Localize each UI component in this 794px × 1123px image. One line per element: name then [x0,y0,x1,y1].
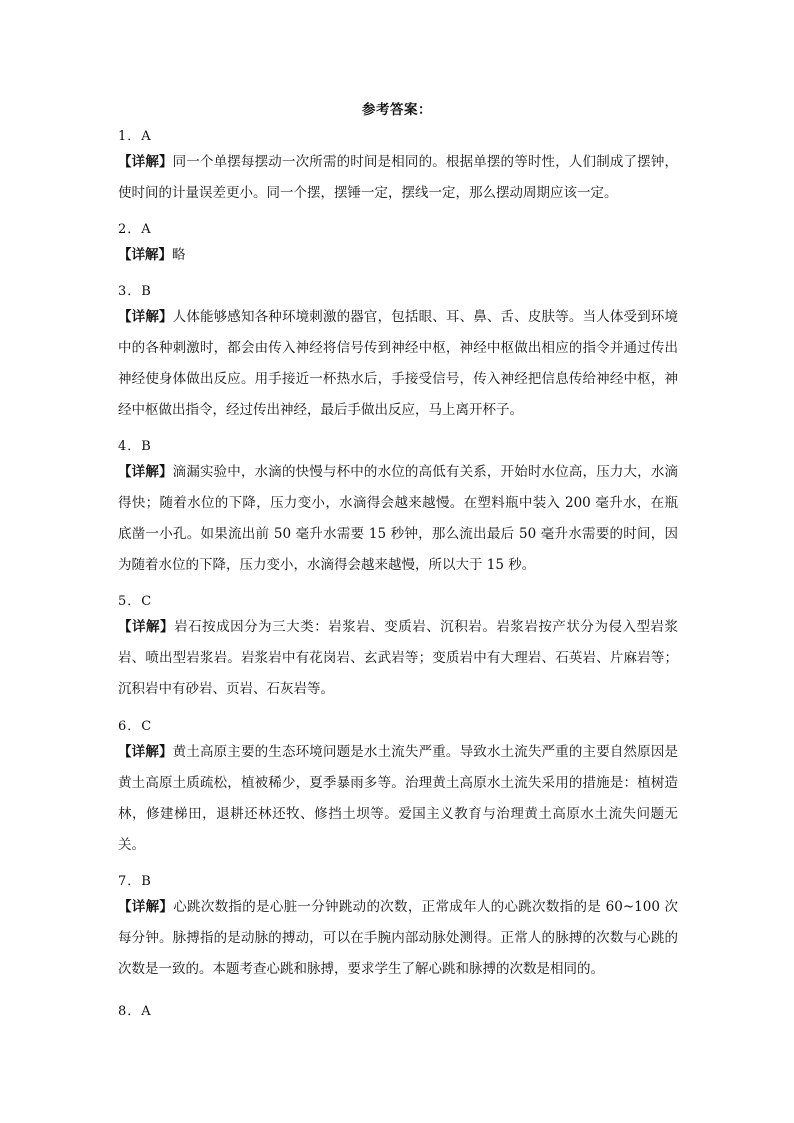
answer-detail-5 [118,612,678,705]
answer-detail-3 [118,302,678,426]
detail-text: 略 [172,247,186,263]
detail-text: 心跳次数指的是心脏一分钟跳动的次数，正常成年人的心跳次数指的是 60~100 次每分钟。脉搏指的是动脉的搏动，可以在手腕内部动脉处测得。正常人的脉搏的次数与心跳的次数是一致的。本题考查心跳和脉搏，要求学生了解心跳和脉搏的次数是相同的。 [118,899,679,977]
question-number-7: 7．B [118,874,152,889]
detail-tag: 【详解】 [118,247,172,263]
detail-tag: 【详解】 [118,309,173,325]
detail-text: 滴漏实验中，水滴的快慢与杯中的水位的高低有关系，开始时水位高，压力大，水滴得快；随着水位的下降，压力变小，水滴得会越来越慢。在塑料瓶中装入 200 毫升水，在瓶底凿一小孔。如果流出前 50 毫升水需要 15 秒钟，那么流出最后 50 毫升水需要的时间，因为随着水位的下降，压力变小，水滴得会越来越慢，所以大于 15 秒。 [118,464,679,573]
answer-detail-7 [118,892,678,985]
answer-detail-4 [118,457,678,581]
page-title: 参考答案： [362,102,432,118]
question-number-6: 6．C [118,719,153,734]
detail-text: 人体能够感知各种环境刺激的器官，包括眼、耳、鼻、舌、皮肤等。当人体受到环境中的各种刺激时，都会由传入神经将信号传到神经中枢，神经中枢做出相应的指令并通过传出神经使身体做出反应。用手接近一杯热水后，手接受信号，传入神经把信息传给神经中枢，神经中枢做出指令，经过传出神经，最后手做出反应，马上离开杯子。 [118,309,679,418]
detail-tag: 【详解】 [118,619,175,635]
detail-tag: 【详解】 [118,899,174,915]
question-number-5: 5．C [118,594,153,609]
answer-detail-6 [118,737,678,861]
answer-detail-2 [118,240,678,271]
detail-text: 岩石按成因分为三大类：岩浆岩、变质岩、沉积岩。岩浆岩按产状分为侵入型岩浆岩、喷出型岩浆岩。岩浆岩中有花岗岩、玄武岩等；变质岩中有大理岩、石英岩、片麻岩等；沉积岩中有砂岩、页岩、石灰岩等。 [118,619,679,697]
question-number-8: 8．A [118,1004,152,1019]
question-number-3: 3．B [118,284,152,299]
answer-detail-1 [118,147,678,209]
question-number-4: 4．B [118,439,152,454]
detail-tag: 【详解】 [118,744,173,760]
detail-text: 同一个单摆每摆动一次所需的时间是相同的。根据单摆的等时性，人们制成了摆钟，使时间的计量误差更小。同一个摆，摆锤一定，摆线一定，那么摆动周期应该一定。 [118,154,679,201]
detail-text: 黄土高原主要的生态环境问题是水土流失严重。导致水土流失严重的主要自然原因是黄土高原土质疏松，植被稀少，夏季暴雨多等。治理黄土高原水土流失采用的措施是：植树造林，修建梯田，退耕还林还牧、修挡土坝等。爱国主义教育与治理黄土高原水土流失问题无关。 [118,744,679,853]
detail-tag: 【详解】 [118,464,173,480]
question-number-1: 1．A [118,129,152,144]
question-number-2: 2．A [118,222,152,237]
detail-tag: 【详解】 [118,154,173,170]
